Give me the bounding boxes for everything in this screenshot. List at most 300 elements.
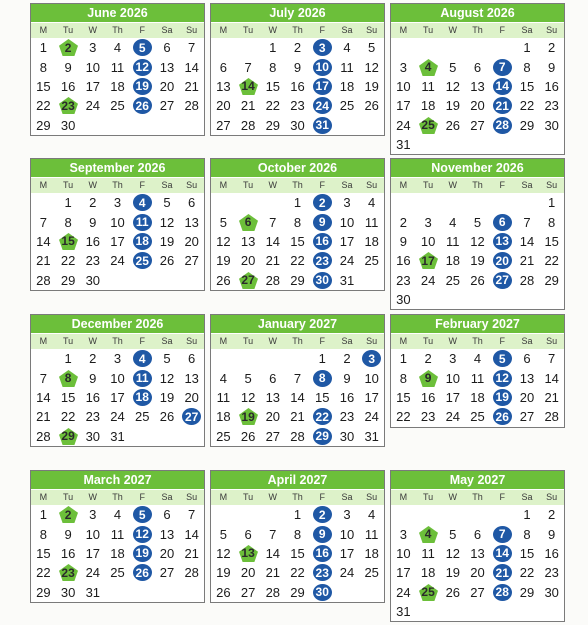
empty-day-cell: [465, 505, 490, 524]
day-cell: 20: [240, 565, 256, 581]
month-calendar: [390, 3, 565, 155]
empty-day-cell: [335, 116, 360, 135]
day-cell: 16: [85, 233, 101, 249]
day-cell: 10: [85, 526, 101, 542]
blue-circle-marker: 4: [133, 350, 152, 367]
day-cell: 5: [449, 526, 457, 542]
day-cell: 15: [396, 389, 411, 405]
week-row: [391, 251, 564, 270]
green-pentagon-marker: [238, 213, 259, 232]
day-cell: 12: [470, 233, 485, 249]
day-number: 2: [64, 507, 72, 522]
day-cell: 26: [445, 584, 461, 600]
weekday-label: M: [219, 336, 228, 346]
empty-day-cell: [539, 602, 564, 621]
weekday-label: Th: [112, 492, 123, 502]
day-cell: 6: [523, 351, 531, 367]
day-number: 4: [424, 60, 432, 75]
day-cell: 15: [36, 78, 51, 94]
green-pentagon-marker: [58, 96, 79, 115]
day-cell: 23: [544, 98, 559, 114]
day-cell: 29: [290, 584, 305, 600]
weekday-label: Th: [292, 180, 303, 190]
weekday-label: F: [139, 336, 145, 346]
day-cell: 31: [85, 584, 101, 600]
day-cell: 20: [265, 409, 281, 425]
day-cell: 15: [519, 78, 535, 94]
day-cell: 14: [36, 389, 51, 405]
day-cell: 2: [424, 351, 432, 367]
day-cell: 27: [470, 117, 485, 133]
empty-day-cell: [440, 135, 465, 154]
day-cell: 10: [85, 59, 101, 75]
week-row: [391, 271, 564, 290]
day-cell: 12: [445, 78, 461, 94]
day-number: 15: [61, 234, 75, 249]
week-row: [31, 563, 204, 582]
day-number: 23: [61, 98, 75, 113]
empty-day-cell: [179, 427, 204, 446]
blue-circle-marker: 12: [493, 370, 512, 387]
day-cell: 31: [396, 604, 411, 620]
day-cell: 26: [159, 409, 175, 425]
green-pentagon-marker: [58, 38, 79, 57]
day-number: 27: [241, 273, 255, 288]
day-cell: 14: [184, 526, 199, 542]
weekday-label: Th: [292, 492, 303, 502]
weekday-label: F: [139, 492, 145, 502]
weekday-label: M: [399, 336, 408, 346]
day-cell: 14: [36, 233, 51, 249]
day-cell: 3: [449, 351, 457, 367]
day-cell: 1: [293, 195, 302, 211]
day-cell: 4: [343, 40, 351, 56]
empty-day-cell: [416, 290, 441, 309]
weekday-label: Sa: [521, 180, 533, 190]
day-cell: 29: [265, 117, 281, 133]
week-row: [211, 212, 384, 231]
week-row: [391, 524, 564, 543]
week-row: [211, 427, 384, 446]
blue-circle-marker: 9: [313, 214, 332, 231]
day-cell-highlighted: [416, 583, 441, 602]
empty-day-cell: [179, 116, 204, 135]
weekday-header: [31, 490, 204, 505]
day-cell-highlighted: [310, 407, 335, 426]
day-cell: 24: [396, 584, 411, 600]
blue-circle-marker: 7: [493, 59, 512, 76]
day-cell: 29: [36, 584, 51, 600]
weekday-label: Tu: [242, 336, 254, 346]
month-title: July 2026: [211, 4, 384, 23]
day-cell: 3: [113, 351, 122, 367]
day-cell: 9: [293, 59, 302, 75]
week-row: [211, 388, 384, 407]
weekday-label: M: [219, 25, 228, 35]
day-cell-highlighted: [130, 505, 155, 524]
day-cell: 17: [110, 389, 125, 405]
day-cell: 4: [113, 507, 122, 523]
day-cell-highlighted: [490, 583, 515, 602]
day-cell: 20: [159, 78, 175, 94]
weekday-label: Th: [112, 180, 123, 190]
blue-circle-marker: 28: [493, 117, 512, 134]
weekday-label: Tu: [422, 492, 434, 502]
blue-circle-marker: 5: [133, 39, 152, 56]
day-cell: 23: [85, 409, 101, 425]
day-cell: 13: [159, 526, 175, 542]
day-cell: 18: [364, 545, 379, 561]
day-number: 2: [64, 40, 72, 55]
empty-day-cell: [211, 38, 236, 57]
day-number: 23: [61, 565, 75, 580]
day-cell: 6: [244, 526, 252, 542]
green-pentagon-marker: [58, 505, 79, 524]
day-cell: 30: [60, 584, 76, 600]
day-cell: 24: [364, 409, 379, 425]
empty-day-cell: [490, 602, 515, 621]
day-cell: 19: [445, 98, 461, 114]
weekday-label: Su: [366, 25, 378, 35]
day-cell: 25: [470, 409, 485, 425]
day-cell: 16: [544, 78, 559, 94]
day-cell: 5: [163, 195, 171, 211]
week-row: [391, 388, 564, 407]
empty-day-cell: [155, 427, 180, 446]
day-cell: 8: [548, 214, 556, 230]
weekday-label: W: [448, 25, 458, 35]
day-cell: 6: [219, 59, 227, 75]
weekday-label: Th: [112, 25, 123, 35]
day-cell-highlighted: [310, 251, 335, 270]
day-cell-highlighted: [490, 96, 515, 115]
week-row: [211, 271, 384, 290]
day-cell: 26: [470, 272, 485, 288]
day-cell: 2: [548, 40, 556, 56]
day-cell: 19: [159, 233, 175, 249]
day-cell-highlighted: [490, 251, 515, 270]
day-cell: 17: [85, 545, 101, 561]
empty-day-cell: [211, 349, 236, 368]
day-cell: 19: [216, 565, 231, 581]
day-cell: 1: [64, 195, 72, 211]
day-number: 13: [241, 546, 255, 561]
day-cell: 9: [399, 233, 407, 249]
day-cell: 3: [399, 59, 407, 75]
week-row: [391, 135, 564, 154]
empty-day-cell: [490, 38, 515, 57]
weekday-label: Su: [546, 492, 558, 502]
day-cell: 7: [39, 370, 47, 386]
day-cell: 31: [110, 428, 125, 444]
empty-day-cell: [416, 135, 441, 154]
blue-circle-marker: 16: [313, 233, 332, 250]
month-title: May 2027: [391, 471, 564, 490]
day-cell: 5: [219, 526, 227, 542]
empty-day-cell: [80, 116, 105, 135]
day-cell: 22: [290, 565, 305, 581]
day-cell: 22: [519, 98, 535, 114]
weekday-header: [31, 334, 204, 349]
day-cell-highlighted: [310, 38, 335, 57]
empty-day-cell: [236, 193, 261, 212]
day-cell: 14: [544, 370, 559, 386]
empty-day-cell: [490, 193, 515, 212]
week-row: [31, 368, 204, 387]
day-cell: 26: [445, 117, 461, 133]
month-calendar: [30, 470, 205, 603]
day-cell: 1: [548, 195, 556, 211]
day-cell: 24: [339, 253, 355, 269]
day-cell-highlighted: [490, 116, 515, 135]
day-cell: 24: [85, 565, 101, 581]
empty-day-cell: [515, 602, 540, 621]
day-cell-highlighted: [310, 232, 335, 251]
day-cell: 9: [548, 59, 556, 75]
day-cell: 20: [470, 98, 485, 114]
day-number: 14: [241, 79, 255, 94]
week-row: [391, 57, 564, 76]
day-cell: 10: [445, 370, 461, 386]
week-row: [211, 193, 384, 212]
day-cell-highlighted: [490, 349, 515, 368]
month-calendar: [30, 3, 205, 136]
day-cell: 25: [364, 565, 379, 581]
month-title: October 2026: [211, 159, 384, 178]
day-cell-highlighted: [490, 388, 515, 407]
day-cell: 22: [36, 565, 51, 581]
day-cell: 23: [420, 409, 436, 425]
week-row: [391, 290, 564, 309]
day-cell: 12: [159, 370, 175, 386]
weekday-label: W: [88, 336, 98, 346]
weekday-label: Tu: [422, 180, 434, 190]
day-cell-highlighted: [490, 212, 515, 231]
green-pentagon-marker: [418, 525, 439, 544]
weekday-label: M: [399, 492, 408, 502]
weekday-label: Sa: [521, 492, 533, 502]
week-row: [391, 96, 564, 115]
month-title: April 2027: [211, 471, 384, 490]
weekday-label: Sa: [341, 25, 353, 35]
day-cell: 4: [473, 351, 482, 367]
day-cell: 6: [163, 507, 171, 523]
day-cell: 31: [396, 137, 411, 153]
weekday-label: M: [219, 180, 228, 190]
day-cell: 16: [420, 389, 436, 405]
day-cell: 29: [60, 272, 76, 288]
day-cell-highlighted: [130, 193, 155, 212]
weekday-label: F: [319, 180, 325, 190]
weekday-label: Sa: [341, 492, 353, 502]
day-cell: 22: [544, 253, 559, 269]
day-cell: 26: [364, 98, 379, 114]
day-cell: 13: [470, 545, 485, 561]
weekday-label: F: [139, 25, 145, 35]
weekday-label: Su: [366, 336, 378, 346]
weekday-label: W: [448, 336, 458, 346]
day-cell-highlighted: [310, 271, 335, 290]
day-cell: 18: [110, 545, 125, 561]
day-cell: 9: [64, 526, 72, 542]
weekday-label: Th: [472, 492, 483, 502]
day-cell: 30: [396, 292, 411, 308]
day-cell: 21: [544, 389, 559, 405]
day-cell: 4: [368, 195, 376, 211]
day-cell: 29: [544, 272, 559, 288]
day-cell: 9: [89, 370, 97, 386]
day-cell-highlighted: [130, 212, 155, 231]
blue-circle-marker: 18: [133, 233, 152, 250]
day-cell-highlighted: [416, 251, 441, 270]
week-row: [211, 349, 384, 368]
day-cell: 24: [110, 253, 125, 269]
empty-day-cell: [285, 349, 310, 368]
weekday-label: Tu: [62, 336, 74, 346]
green-pentagon-marker: [58, 232, 79, 251]
month-title: August 2026: [391, 4, 564, 23]
day-cell: 23: [85, 253, 101, 269]
day-cell: 25: [339, 98, 355, 114]
day-cell: 26: [216, 584, 231, 600]
day-cell: 20: [184, 389, 199, 405]
day-cell: 12: [364, 59, 379, 75]
week-row: [211, 563, 384, 582]
day-cell: 6: [473, 526, 482, 542]
day-cell: 14: [265, 233, 281, 249]
empty-day-cell: [179, 583, 204, 602]
weekday-label: W: [88, 25, 98, 35]
day-cell: 9: [64, 59, 72, 75]
empty-day-cell: [515, 290, 540, 309]
day-cell: 6: [163, 40, 171, 56]
day-cell: 3: [89, 507, 97, 523]
day-cell: 26: [216, 272, 231, 288]
day-cell: 7: [548, 351, 556, 367]
blue-circle-marker: 2: [313, 194, 332, 211]
day-cell-highlighted: [56, 232, 81, 251]
day-cell: 25: [364, 253, 379, 269]
blue-circle-marker: 19: [133, 78, 152, 95]
week-row: [211, 368, 384, 387]
day-cell: 18: [216, 409, 231, 425]
empty-day-cell: [391, 193, 416, 212]
day-cell: 20: [184, 233, 199, 249]
day-cell: 25: [110, 98, 125, 114]
day-cell-highlighted: [179, 407, 204, 426]
weekday-header: [391, 178, 564, 193]
day-cell: 11: [421, 545, 435, 561]
day-cell: 10: [396, 545, 411, 561]
empty-day-cell: [155, 271, 180, 290]
day-cell-highlighted: [236, 271, 261, 290]
day-cell: 27: [159, 565, 175, 581]
day-cell: 11: [446, 233, 460, 249]
day-cell: 29: [36, 117, 51, 133]
day-cell: 11: [216, 389, 231, 405]
month-title: September 2026: [31, 159, 204, 178]
day-cell: 14: [184, 59, 199, 75]
weekday-label: Sa: [341, 180, 353, 190]
green-pentagon-marker: [238, 271, 259, 290]
day-cell: 16: [290, 78, 305, 94]
blue-circle-marker: 12: [133, 526, 152, 543]
week-row: [31, 505, 204, 524]
month-calendar: [30, 158, 205, 291]
day-cell-highlighted: [236, 212, 261, 231]
day-cell-highlighted: [56, 505, 81, 524]
day-cell: 4: [368, 507, 376, 523]
day-cell: 11: [110, 59, 125, 75]
day-cell: 26: [240, 428, 256, 444]
day-cell: 28: [290, 428, 305, 444]
empty-day-cell: [359, 583, 384, 602]
weekday-label: Sa: [161, 336, 173, 346]
day-cell: 30: [544, 117, 559, 133]
day-cell: 14: [290, 389, 305, 405]
weekday-label: Su: [546, 180, 558, 190]
green-pentagon-marker: [58, 369, 79, 388]
blue-circle-marker: 27: [182, 408, 201, 425]
blue-circle-marker: 31: [313, 117, 332, 134]
week-row: [391, 602, 564, 621]
day-cell-highlighted: [490, 544, 515, 563]
day-cell-highlighted: [56, 96, 81, 115]
day-cell: 9: [548, 526, 556, 542]
weekday-label: W: [268, 492, 278, 502]
week-row: [211, 57, 384, 76]
weekday-label: F: [499, 25, 505, 35]
month-title: June 2026: [31, 4, 204, 23]
weekday-header: [31, 178, 204, 193]
week-row: [31, 212, 204, 231]
green-pentagon-marker: [58, 427, 79, 446]
day-cell: 2: [343, 351, 351, 367]
green-pentagon-marker: [418, 369, 439, 388]
blue-circle-marker: 17: [313, 78, 332, 95]
week-row: [31, 407, 204, 426]
day-cell-highlighted: [130, 232, 155, 251]
blue-circle-marker: 9: [313, 526, 332, 543]
day-cell-highlighted: [490, 232, 515, 251]
day-cell: 11: [110, 526, 125, 542]
weekday-label: Th: [292, 336, 303, 346]
day-cell: 20: [216, 98, 231, 114]
day-cell: 28: [36, 272, 51, 288]
week-row: [31, 271, 204, 290]
empty-day-cell: [359, 271, 384, 290]
day-cell: 10: [110, 370, 125, 386]
empty-day-cell: [130, 427, 155, 446]
day-cell-highlighted: [130, 38, 155, 57]
day-cell: 28: [240, 117, 256, 133]
day-cell: 16: [339, 389, 355, 405]
week-row: [391, 563, 564, 582]
empty-day-cell: [236, 505, 261, 524]
weekday-label: W: [268, 180, 278, 190]
week-row: [391, 77, 564, 96]
month-calendar: [210, 470, 385, 603]
day-cell: 9: [343, 370, 351, 386]
empty-day-cell: [416, 38, 441, 57]
week-row: [31, 193, 204, 212]
day-cell: 11: [340, 59, 354, 75]
day-number: 29: [61, 429, 75, 444]
week-row: [31, 251, 204, 270]
month-title: January 2027: [211, 315, 384, 334]
day-cell: 1: [523, 507, 531, 523]
day-cell-highlighted: [310, 427, 335, 446]
